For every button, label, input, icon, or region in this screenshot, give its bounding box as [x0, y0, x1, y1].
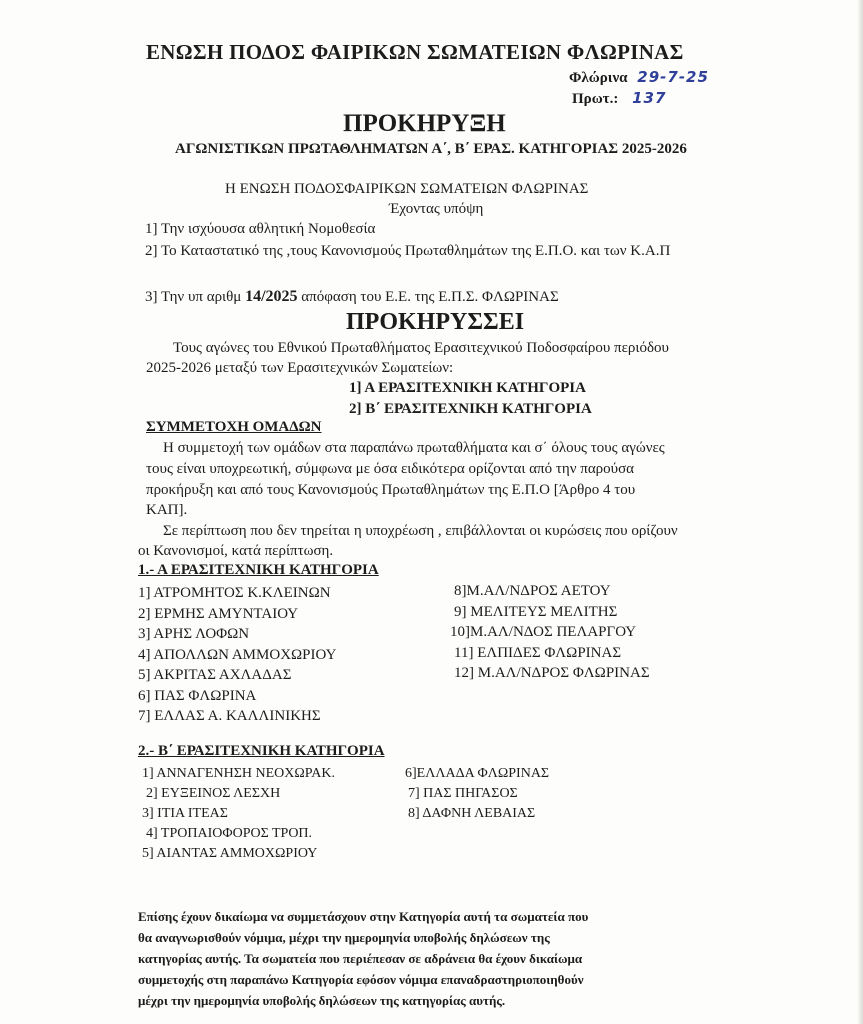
- list-item: 1] ΑΝΝΑΓΕΝΗΣΗ ΝΕΟΧΩΡΑΚ.: [142, 766, 335, 781]
- category-b-left-list: [142, 764, 335, 864]
- protocol-line: [572, 89, 666, 108]
- list-item: 9] ΜΕΛΙΤΕΥΣ ΜΕΛΙΤΗΣ: [454, 603, 618, 620]
- list-item: 7] ΕΛΛΑΣ Α. ΚΑΛΛΙΝΙΚΗΣ: [138, 708, 321, 724]
- list-item: 2] ΕΥΞΕΙΝΟΣ ΛΕΣΧΗ: [146, 786, 281, 801]
- list-item: 1] ΑΤΡΟΜΗΤΟΣ Κ.ΚΛΕΙΝΩΝ: [138, 585, 331, 601]
- place-label: Φλώρινα: [569, 70, 628, 86]
- consideration-item-3: [145, 288, 559, 306]
- proclaims-line-1: Τους αγώνες του Εθνικού Πρωταθλήματος Ερασιτεχνικού Ποδοσφαίρου περιόδου: [173, 340, 669, 356]
- paragraph-line: μέχρι την ημερομηνία υποβολής δηλώσεων της κατηγορίας αυτής.: [138, 993, 506, 1008]
- participation-p1-line-4: ΚΑΠ].: [146, 502, 188, 518]
- scan-edge-shadow: [857, 0, 863, 1024]
- list-item: 12] Μ.ΑΛ/ΝΔΡΟΣ ΦΛΩΡΙΝΑΣ: [454, 665, 650, 681]
- list-item: 8] ΔΑΦΝΗ ΛΕΒΑΙΑΣ: [408, 806, 536, 821]
- participation-heading: ΣΥΜΜΕΤΟΧΗ ΟΜΑΔΩΝ: [146, 419, 322, 435]
- paragraph-line: κατηγορίας αυτής. Τα σωματεία που περιέπεσαν σε αδράνεια θα έχουν δικαίωμα: [138, 951, 583, 966]
- participation-p2-line-2: οι Κανονισμοί, κατά περίπτωση.: [138, 543, 334, 559]
- handwritten-protocol-number: 137: [632, 89, 667, 107]
- participation-p2-line-1: Σε περίπτωση που δεν τηρείται η υποχρέωση , επιβάλλονται οι κυρώσεις που ορίζουν: [163, 523, 678, 539]
- handwritten-date: 29-7-25: [637, 68, 709, 86]
- paragraph-line: θα αναγνωρισθούν νόμιμα, μέχρι την ημερομηνία υποβολής δηλώσεων της: [138, 930, 550, 945]
- paragraph-line: συμμετοχής στη παραπάνω Κατηγορία εφόσον νόμιμα επαναδραστηριοποιηθούν: [138, 972, 584, 987]
- list-item: 6]ΕΛΛΑΔΑ ΦΛΩΡΙΝΑΣ: [405, 766, 550, 781]
- list-item: 4] ΑΠΟΛΛΩΝ ΑΜΜΟΧΩΡΙΟΥ: [138, 646, 337, 663]
- participation-p1-line-1: Η συμμετοχή των ομάδων στα παραπάνω πρωταθλήματα και σ΄ όλους τους αγώνες: [163, 440, 665, 456]
- category-1-line: 1] Α ΕΡΑΣΙΤΕΧΝΙΚΗ ΚΑΤΗΓΟΡΙΑ: [349, 380, 586, 396]
- list-item: 5] ΑΚΡΙΤΑΣ ΑΧΛΑΔΑΣ: [138, 667, 292, 683]
- category-a-heading: 1.- Α ΕΡΑΣΙΤΕΧΝΙΚΗ ΚΑΤΗΓΟΡΙΑ: [138, 562, 379, 578]
- protocol-label: Πρωτ.:: [572, 91, 619, 107]
- list-item: 10]Μ.ΑΛ/ΝΔΟΣ ΠΕΛΑΡΓΟΥ: [450, 624, 637, 640]
- list-item: 4] ΤΡΟΠΑΙΟΦΟΡΟΣ ΤΡΟΠ.: [146, 826, 313, 841]
- decision-number: 14/2025: [245, 288, 298, 305]
- category-a-left-list: [138, 583, 336, 727]
- list-item: 8]Μ.ΑΛ/ΝΔΡΟΣ ΑΕΤΟΥ: [454, 583, 611, 599]
- category-2-line: 2] Β΄ ΕΡΑΣΙΤΕΧΝΙΚΗ ΚΑΤΗΓΟΡΙΑ: [349, 401, 592, 417]
- proclaims-line-2: 2025-2026 μεταξύ των Ερασιτεχνικών Σωματείων:: [146, 360, 454, 376]
- participation-p1-line-2: τους είναι υποχρεωτική, σύμφωνα με όσα ειδικότερα ορίζονται από την παρούσα: [146, 461, 635, 477]
- category-a-right-list: [450, 581, 650, 684]
- list-item: 3] ΙΤΙΑ ΙΤΕΑΣ: [142, 806, 228, 821]
- list-item: 7] ΠΑΣ ΠΗΓΑΣΟΣ: [408, 786, 518, 801]
- eligibility-paragraph: [138, 906, 588, 1011]
- union-line: Η ΕΝΩΣΗ ΠΟΔΟΣΦΑΙΡΙΚΩΝ ΣΩΜΑΤΕΙΩΝ ΦΛΩΡΙΝΑΣ: [225, 181, 589, 197]
- list-item: 3] ΑΡΗΣ ΛΟΦΩΝ: [138, 626, 250, 642]
- list-item: 2] ΕΡΜΗΣ ΑΜΥΝΤΑΙΟΥ: [138, 605, 299, 622]
- page-subtitle: ΑΓΩΝΙΣΤΙΚΩΝ ΠΡΩΤΑΘΛΗΜΑΤΩΝ Α΄, Β΄ ΕΡΑΣ. ΚΑΤΗΓΟΡΙΑΣ 2025-2026: [175, 141, 687, 157]
- category-b-right-list: [405, 764, 549, 824]
- proclaims-heading: ΠΡΟΚΗΡΥΣΣΕΙ: [346, 309, 525, 335]
- item3-suffix: απόφαση του Ε.Ε. της Ε.Π.Σ. ΦΛΩΡΙΝΑΣ: [297, 289, 559, 305]
- list-item: 6] ΠΑΣ ΦΛΩΡΙΝΑ: [138, 687, 257, 704]
- consideration-item-1: 1] Την ισχύουσα αθλητική Νομοθεσία: [145, 221, 376, 237]
- list-item: 5] ΑΙΑΝΤΑΣ ΑΜΜΟΧΩΡΙΟΥ: [142, 846, 318, 861]
- list-item: 11] ΕΛΠΙΔΕΣ ΦΛΩΡΙΝΑΣ: [454, 644, 622, 661]
- union-title: ΕΝΩΣΗ ΠΟΔΟΣ ΦΑΙΡΙΚΩΝ ΣΩΜΑΤΕΙΩΝ ΦΛΩΡΙΝΑΣ: [146, 40, 684, 64]
- item3-prefix: 3] Την υπ αριθμ: [145, 289, 246, 305]
- date-line: [569, 68, 709, 87]
- page-title: ΠΡΟΚΗΡΥΞΗ: [343, 110, 506, 137]
- consideration-item-2: 2] Το Καταστατικό της ,τους Κανονισμούς Πρωταθλημάτων της Ε.Π.Ο. και των Κ.Α.Π: [145, 243, 671, 259]
- category-b-heading: 2.- Β΄ ΕΡΑΣΙΤΕΧΝΙΚΗ ΚΑΤΗΓΟΡΙΑ: [138, 743, 385, 759]
- considering-line: Έχοντας υπόψη: [389, 201, 484, 217]
- participation-p1-line-3: προκήρυξη και από τους Κανονισμούς Πρωταθλημάτων της Ε.Π.Ο [Άρθρο 4 του: [146, 482, 636, 498]
- paragraph-line: Επίσης έχουν δικαίωμα να συμμετάσχουν στην Κατηγορία αυτή τα σωματεία που: [138, 909, 589, 924]
